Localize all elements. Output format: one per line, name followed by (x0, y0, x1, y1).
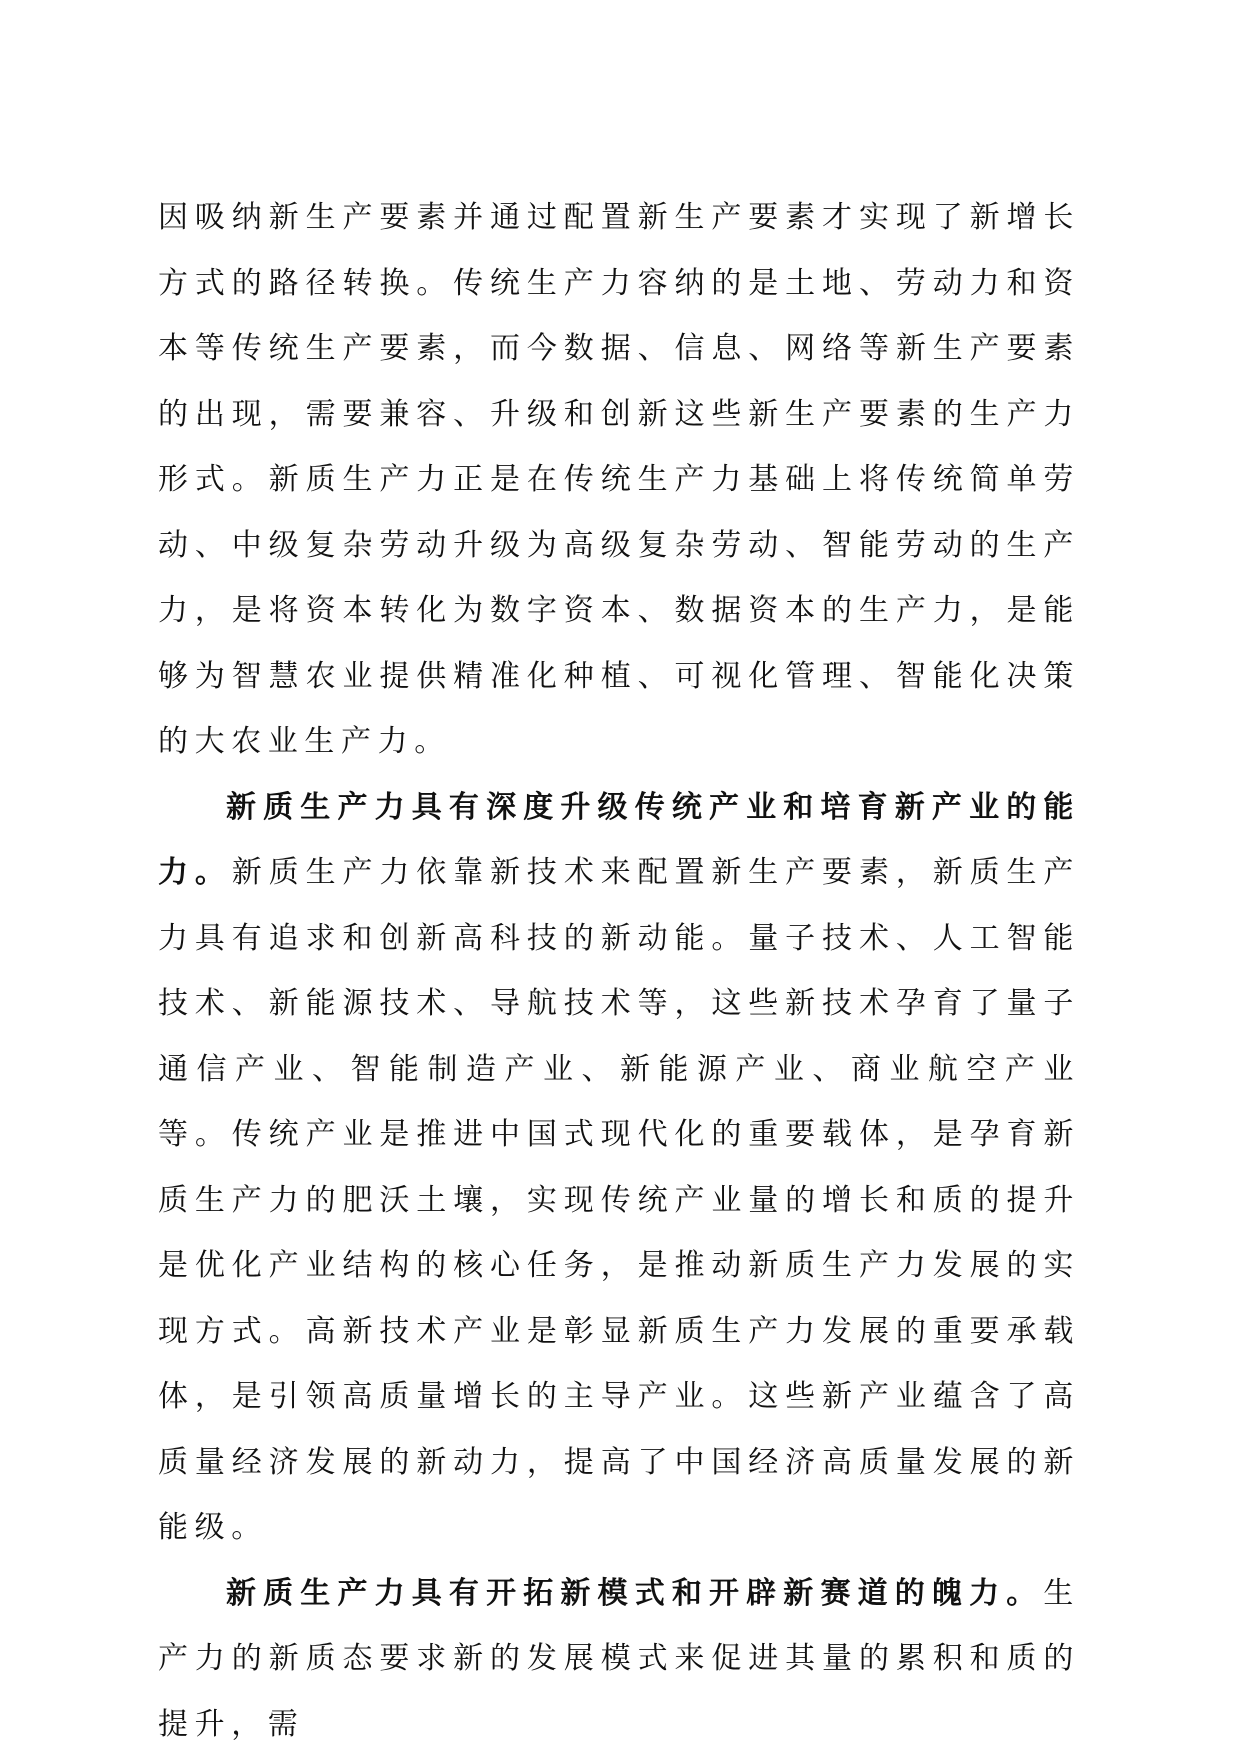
paragraph-lead-sentence: 新质生产力具有开拓新模式和开辟新赛道的魄力。 (226, 1576, 1043, 1611)
paragraph-new-industries (158, 775, 1080, 1561)
paragraph-continuation (158, 185, 1080, 775)
paragraph-lead-sentence: 新质生产力具有深度升级传统产业和培育新产业的能力。 (158, 790, 1080, 891)
paragraph-body: 生产力的新质态要求新的发展模式来促进其量的累积和质的提升，需 (158, 1576, 1080, 1742)
body-text (158, 185, 1080, 1757)
paragraph-new-models (158, 1561, 1080, 1757)
paragraph-body: 新质生产力依靠新技术来配置新生产要素，新质生产力具有追求和创新高科技的新动能。量子技术、人工智能技术、新能源技术、导航技术等，这些新技术孕育了量子通信产业、智能制造产业、新能源产业、商业航空产业等。传统产业是推进中国式现代化的重要载体，是孕育新质生产力的肥沃土壤，实现传统产业量的增长和质的提升是优化产业结构的核心任务，是推动新质生产力发展的实现方式。高新技术产业是彰显新质生产力发展的重要承载体，是引领高质量增长的主导产业。这些新产业蕴含了高质量经济发展的新动力，提高了中国经济高质量发展的新能级。 (158, 855, 1080, 1545)
paragraph-body: 因吸纳新生产要素并通过配置新生产要素才实现了新增长方式的路径转换。传统生产力容纳的是土地、劳动力和资本等传统生产要素，而今数据、信息、网络等新生产要素的出现，需要兼容、升级和创新这些新生产要素的生产力形式。新质生产力正是在传统生产力基础上将传统简单劳动、中级复杂劳动升级为高级复杂劳动、智能劳动的生产力，是将资本转化为数字资本、数据资本的生产力，是能够为智慧农业提供精准化种植、可视化管理、智能化决策的大农业生产力。 (158, 200, 1080, 759)
